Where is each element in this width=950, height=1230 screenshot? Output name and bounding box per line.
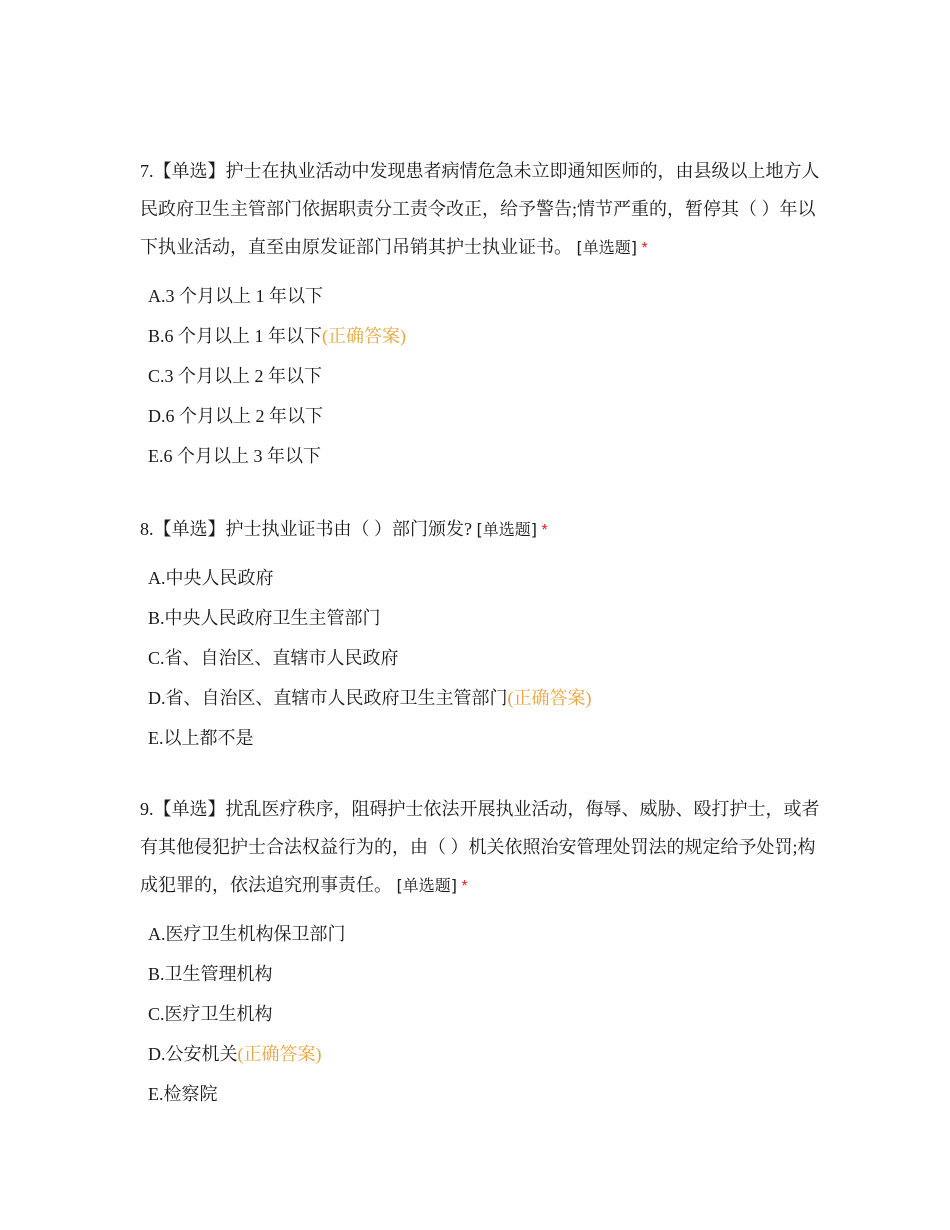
option-a	[148, 276, 820, 316]
option-text: A.医疗卫生机构保卫部门	[148, 924, 346, 944]
option-b	[148, 316, 820, 356]
option-text: A.中央人民政府	[148, 568, 274, 588]
question-stem	[140, 510, 820, 550]
question-text: 9.【单选】扰乱医疗秩序，阻碍护士依法开展执业活动，侮辱、威胁、殴打护士，或者有其他侵犯护士合法权益行为的，由（ ）机关依照治安管理处罚法的规定给予处罚;构成犯罪的，依法追究刑事责任。	[140, 799, 820, 895]
question-9	[140, 790, 820, 1114]
option-list	[140, 914, 820, 1114]
option-text: D.公安机关	[148, 1044, 238, 1064]
option-text: E.6 个月以上 3 年以下	[148, 446, 321, 466]
required-mark: *	[641, 240, 648, 257]
option-text: A.3 个月以上 1 年以下	[148, 286, 323, 306]
option-b	[148, 954, 820, 994]
option-d	[148, 396, 820, 436]
question-type-label: [单选题]	[396, 876, 457, 895]
option-e	[148, 718, 820, 758]
question-stem	[140, 790, 820, 906]
option-b	[148, 598, 820, 638]
option-text: D.省、自治区、直辖市人民政府卫生主管部门	[148, 688, 508, 708]
option-text: C.3 个月以上 2 年以下	[148, 366, 323, 386]
option-e	[148, 436, 820, 476]
correct-answer-note: (正确答案)	[237, 1044, 322, 1064]
question-text: 8.【单选】护士执业证书由（ ）部门颁发?	[140, 519, 472, 539]
question-text: 7.【单选】护士在执业活动中发现患者病情危急未立即通知医师的，由县级以上地方人民政府卫生主管部门依据职责分工责令改正，给予警告;情节严重的，暂停其（ ）年以下执业活动，直至由原发证部门吊销其护士执业证书。	[140, 161, 820, 257]
option-a	[148, 558, 820, 598]
option-text: B.中央人民政府卫生主管部门	[148, 608, 381, 628]
required-mark: *	[461, 878, 468, 895]
option-d	[148, 1034, 820, 1074]
question-stem	[140, 152, 820, 268]
question-type-label: [单选题]	[476, 520, 537, 539]
question-type-label: [单选题]	[576, 238, 637, 257]
option-d	[148, 678, 820, 718]
option-a	[148, 914, 820, 954]
option-text: D.6 个月以上 2 年以下	[148, 406, 323, 426]
option-c	[148, 994, 820, 1034]
question-7	[140, 152, 820, 476]
question-8	[140, 510, 820, 758]
option-text: E.以上都不是	[148, 728, 254, 748]
correct-answer-note: (正确答案)	[507, 688, 592, 708]
option-c	[148, 638, 820, 678]
option-text: B.6 个月以上 1 年以下	[148, 326, 323, 346]
option-list	[140, 276, 820, 476]
option-text: E.检察院	[148, 1084, 218, 1104]
option-c	[148, 356, 820, 396]
option-list	[140, 558, 820, 758]
option-text: C.省、自治区、直辖市人民政府	[148, 648, 399, 668]
required-mark: *	[541, 522, 548, 539]
correct-answer-note: (正确答案)	[322, 326, 407, 346]
option-text: C.医疗卫生机构	[148, 1004, 273, 1024]
option-e	[148, 1074, 820, 1114]
option-text: B.卫生管理机构	[148, 964, 273, 984]
